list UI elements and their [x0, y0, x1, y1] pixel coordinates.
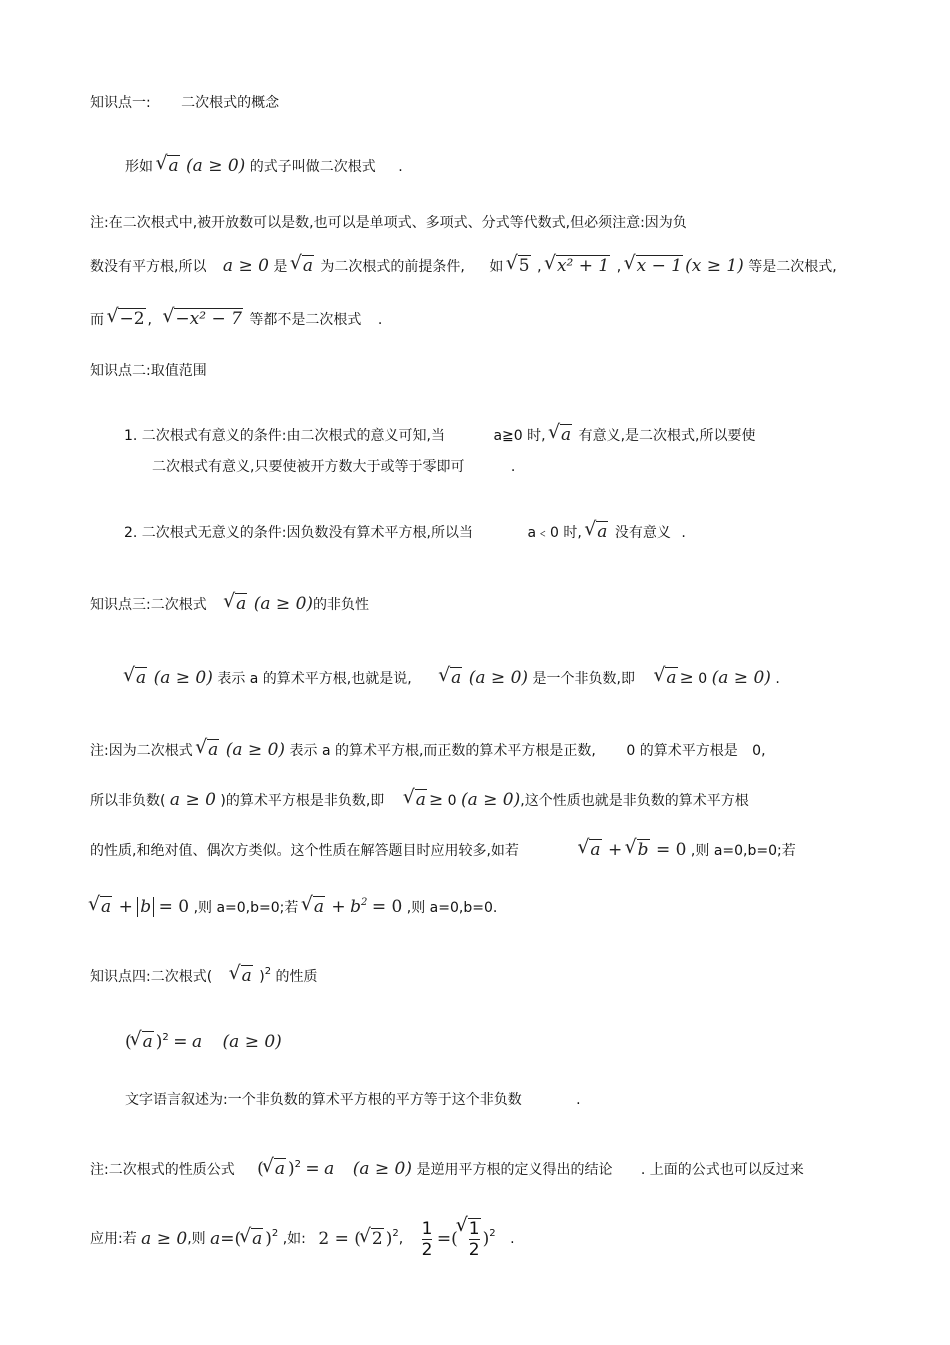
- sqrt-a: √ a: [197, 740, 219, 760]
- cond-text: 2. 二次根式无意义的条件:因负数没有算术平方根,所以当: [124, 525, 473, 541]
- note-text: 注:因为二次根式: [90, 743, 193, 759]
- section-3-title-tail: 的非负性: [313, 597, 370, 613]
- condition-1-line-2: [152, 457, 515, 477]
- note-text: 是: [273, 259, 288, 275]
- sqrt-neg-x2-7: √ −x² − 7: [164, 309, 243, 329]
- nonneg-text: 是一个非负数,即: [532, 671, 635, 687]
- sqrt-a: √ a: [579, 840, 601, 860]
- sqrt-a: √ a: [125, 668, 147, 688]
- sqrt-a: √ a: [550, 425, 572, 445]
- zero: 0: [698, 671, 708, 687]
- note-text: ,则: [187, 1231, 206, 1247]
- note-text: ,则 a=0,b=0.: [406, 900, 498, 916]
- sqrt-a: √ a: [157, 156, 179, 176]
- sqrt-a: √ a: [132, 1032, 154, 1052]
- note-text: 注:二次根式的性质公式: [90, 1162, 235, 1178]
- sqrt-a: √ a: [440, 668, 462, 688]
- note-3-line-3: 的性质,和绝对值、偶次方类似。这个性质在解答题目时应用较多,如若 √ a + √ b = 0 ,则 a=0,b=0;若: [90, 840, 796, 861]
- note-text: 0,: [752, 743, 766, 759]
- section-4-title: 二次根式(: [150, 969, 213, 985]
- period: .: [775, 671, 780, 687]
- cond-text: 有意义,是二次根式,所以要使: [578, 428, 756, 444]
- note-text: ,则 a=0,b=0;若: [193, 900, 299, 916]
- formula-line: (√ a )$^2$ = a (a ≥ 0): [125, 1028, 282, 1053]
- sqrt-a: √ a: [405, 790, 427, 810]
- verbal-line: [125, 1090, 581, 1110]
- cond-text: 没有意义: [614, 525, 671, 541]
- cond-text: a≧0 时,: [493, 428, 546, 444]
- note-3-line-2: 所以非负数( a ≥ 0 )的算术平方根是非负数,即 √ a ≥ 0 (a ≥ 0),这个性质也就是非负数的算术平方根: [90, 790, 749, 811]
- condition: (a ≥ 0): [225, 740, 286, 760]
- note-text: 所以非负数(: [90, 793, 166, 809]
- period: .: [576, 1092, 581, 1108]
- sqrt-a: √ a: [586, 522, 608, 542]
- note-text: 0 的算术平方根是: [626, 743, 738, 759]
- text-definition: 的式子叫做二次根式: [249, 159, 376, 175]
- section-2-title: 取值范围: [150, 363, 207, 379]
- sqrt-a: √ a: [90, 897, 112, 917]
- sqrt-a: √ a: [292, 256, 314, 276]
- note-1-line-2: 数没有平方根,所以 a ≥ 0 是 √ a 为二次根式的前提条件, 如 √ 5 , √ x² + 1 , √ x − 1 (x ≥ 1) 等是二次根式,: [90, 256, 837, 277]
- condition-x: (x ≥ 1): [685, 256, 744, 276]
- condition-1-line-1: [124, 425, 756, 446]
- section-2-heading: [90, 361, 207, 381]
- sqrt-2: √ 2: [361, 1229, 384, 1249]
- nonneg-text: 表示 a 的算术平方根,也就是说,: [217, 671, 412, 687]
- condition: (a ≥ 0): [711, 668, 771, 688]
- abs-b: b: [137, 897, 154, 917]
- sqrt-half: √ $\frac{1}{2}$: [458, 1218, 481, 1260]
- note-text: ,这个性质也就是非负数的算术平方根: [520, 793, 749, 809]
- b-squared: $b^2$: [350, 897, 368, 917]
- note-text: 数没有平方根,所以: [90, 259, 207, 275]
- condition: (a ≥ 0): [153, 668, 213, 688]
- fraction-half: $\frac{1}{2}$: [421, 1218, 433, 1260]
- sqrt-5: √ 5: [508, 256, 531, 276]
- section-3-heading: [90, 594, 369, 615]
- section-1-heading: [90, 93, 279, 113]
- zero: 0: [447, 793, 457, 809]
- sqrt-x-minus-1: √ x − 1: [626, 256, 683, 276]
- sqrt-a: √ a: [303, 897, 325, 917]
- note-text: 表示 a 的算术平方根,而正数的算术平方根是正数,: [289, 743, 596, 759]
- sqrt-a: √ a: [231, 966, 253, 986]
- section-1-label: 知识点一:: [90, 95, 151, 111]
- note-3-line-4: √ a + b = 0 ,则 a=0,b=0;若 √ $a + b^2 = 0$ ,则 a=0,b=0.: [90, 893, 497, 918]
- sqrt-a: √ a: [655, 668, 677, 688]
- condition-2-line: [124, 522, 686, 543]
- text-period: .: [398, 159, 403, 175]
- note-text: 等都不是二次根式: [249, 312, 362, 328]
- note-text: ,则 a=0,b=0;若: [690, 843, 796, 859]
- cond-text: .: [510, 459, 516, 475]
- condition: a ≥ 0: [141, 1229, 188, 1249]
- note-text: . 上面的公式也可以反过来: [640, 1162, 804, 1178]
- note-4-line-1: 注:二次根式的性质公式 (√ a )$^2$ = a (a ≥ 0) 是逆用平方根的定义得出的结论 . 上面的公式也可以反过来: [90, 1155, 804, 1180]
- cond-text: a﹤0 时,: [527, 525, 582, 541]
- nonneg-line: √ a (a ≥ 0) 表示 a 的算术平方根,也就是说, √ a (a ≥ 0) 是一个非负数,即 √ a ≥ 0 (a ≥ 0) .: [125, 668, 780, 689]
- definition-line: [125, 156, 403, 177]
- verbal-text: 文字语言叙述为:一个非负数的算术平方根的平方等于这个非负数: [125, 1092, 522, 1108]
- note-text: 等是二次根式,: [748, 259, 837, 275]
- section-3-title: 二次根式: [150, 597, 207, 613]
- sqrt-b: √ b: [627, 840, 650, 860]
- condition: (a ≥ 0): [186, 156, 246, 176]
- note-1-line-1: 注:在二次根式中,被开放数可以是数,也可以是单项式、多项式、分式等代数式,但必须注意:因为负: [90, 215, 687, 231]
- sqrt-neg-2: √ −2: [108, 309, 145, 329]
- note-text: 应用:若: [90, 1231, 137, 1247]
- note-text: ,如:: [282, 1231, 306, 1247]
- cond-text: 1. 二次根式有意义的条件:由二次根式的意义可知,当: [124, 428, 445, 444]
- condition-ge0: a ≥ 0: [222, 256, 269, 276]
- sqrt-a: √ a: [264, 1159, 286, 1179]
- condition: (a ≥ 0): [222, 1032, 282, 1052]
- note-3-line-1: [90, 740, 766, 761]
- condition: (a ≥ 0): [460, 790, 521, 810]
- note-text: 的性质,和绝对值、偶次方类似。这个性质在解答题目时应用较多,如若: [90, 843, 519, 859]
- sqrt-a: √ a: [241, 1229, 263, 1249]
- section-4-heading: 知识点四:二次根式( √ a )$^2$ 的性质: [90, 962, 318, 987]
- section-4-title-end: 的性质: [275, 969, 318, 985]
- note-1-line-3: 而 √ −2 , √ −x² − 7 等都不是二次根式 .: [90, 309, 382, 330]
- section-4-label: 知识点四:: [90, 969, 151, 985]
- text-prefix: 形如: [125, 159, 153, 175]
- period: .: [510, 1231, 515, 1247]
- section-4-title-paren: ): [259, 969, 265, 985]
- condition: (a ≥ 0): [468, 668, 529, 688]
- note-4-line-2: 应用:若 a ≥ 0,则 a=(√ a )$^2$ ,如: 2 = (√ 2 )$^2$, $\frac{1}{2}$ =( √ $\frac{1}{2}$ )$^2$ .: [90, 1218, 515, 1260]
- note-text: 是逆用平方根的定义得出的结论: [416, 1162, 613, 1178]
- note-text: 为二次根式的前提条件,: [320, 259, 465, 275]
- condition: (a ≥ 0): [253, 594, 314, 614]
- sqrt-a: √ a: [225, 594, 247, 614]
- cond-text: 二次根式有意义,只要使被开方数大于或等于零即可: [152, 459, 465, 475]
- condition: (a ≥ 0): [352, 1159, 412, 1179]
- note-text: 如: [489, 259, 504, 275]
- note-text: 而: [90, 312, 104, 328]
- note-text: )的算术平方根是非负数,即: [220, 793, 385, 809]
- condition: a ≥ 0: [169, 790, 216, 810]
- section-1-title: 二次根式的概念: [181, 95, 280, 111]
- section-3-label: 知识点三:: [90, 597, 151, 613]
- cond-period: .: [681, 525, 686, 541]
- section-2-label: 知识点二:: [90, 363, 151, 379]
- note-text: .: [377, 312, 383, 328]
- sqrt-x2-plus-1: √ x² + 1: [546, 256, 610, 276]
